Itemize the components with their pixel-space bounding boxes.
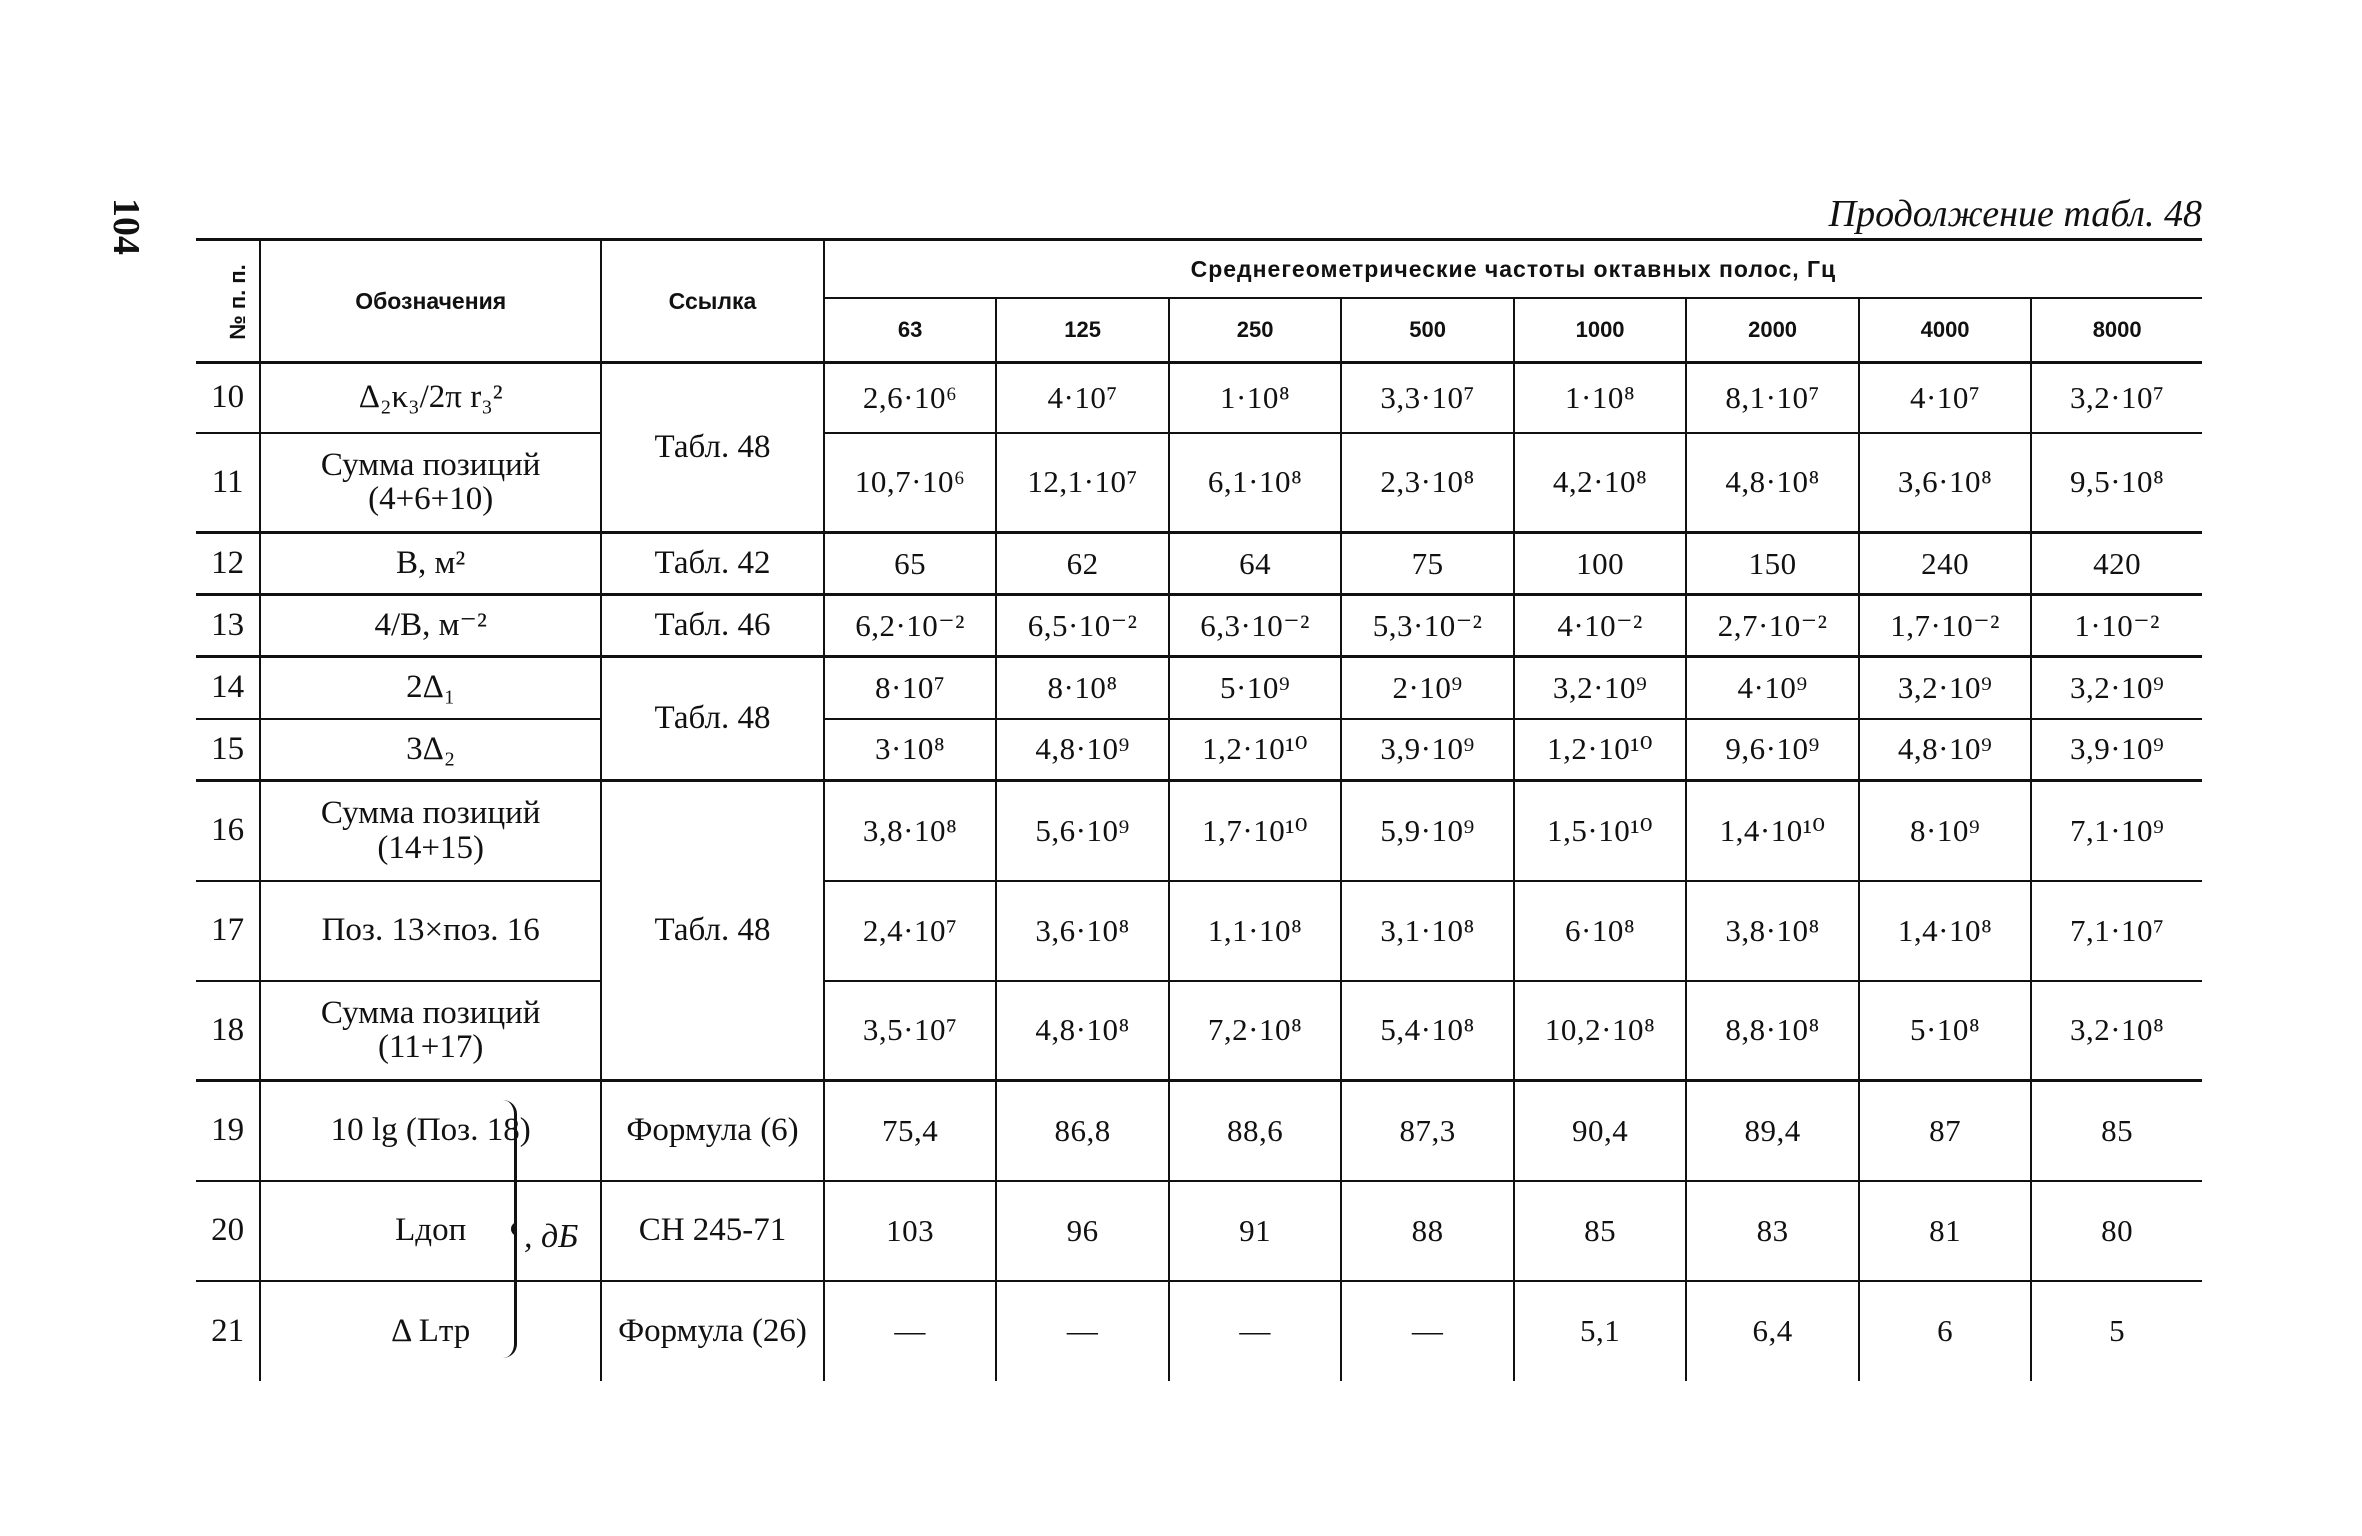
header-frequency-title: Среднегеометрические частоты октавных полос, Гц: [824, 240, 2202, 299]
cell-value: 86,8: [996, 1081, 1169, 1181]
cell-value: 4·10⁷: [1859, 363, 2032, 433]
cell-value: 83: [1686, 1181, 1859, 1281]
cell-value: 7,1·10⁷: [2031, 881, 2202, 981]
cell-value: 1·10⁻²: [2031, 595, 2202, 657]
cell-value: 62: [996, 533, 1169, 595]
cell-value: 150: [1686, 533, 1859, 595]
cell-value: 3,2·10⁹: [1514, 657, 1687, 719]
cell-value: 1,7·10¹⁰: [1169, 781, 1342, 881]
cell-value: 1,5·10¹⁰: [1514, 781, 1687, 881]
cell-value: 3·10⁸: [824, 719, 997, 781]
row-number: 11: [196, 433, 260, 533]
cell-value: 65: [824, 533, 997, 595]
cell-value: 90,4: [1514, 1081, 1687, 1181]
row-number: 10: [196, 363, 260, 433]
cell-value: 8·10⁸: [996, 657, 1169, 719]
cell-value: 7,2·10⁸: [1169, 981, 1342, 1081]
cell-value: 5,4·10⁸: [1341, 981, 1514, 1081]
table-body: [196, 363, 2202, 1381]
cell-value: 3,8·10⁸: [824, 781, 997, 881]
cell-value: 2,4·10⁷: [824, 881, 997, 981]
row-designation: Поз. 13×поз. 16: [260, 881, 601, 981]
row-designation: Lдоп: [260, 1181, 601, 1281]
row-designation: 3Δ₂: [260, 719, 601, 781]
cell-value: 6,1·10⁸: [1169, 433, 1342, 533]
cell-value: 64: [1169, 533, 1342, 595]
cell-value: 3,1·10⁸: [1341, 881, 1514, 981]
cell-value: 91: [1169, 1181, 1342, 1281]
cell-value: 8,1·10⁷: [1686, 363, 1859, 433]
cell-value: 4,8·10⁸: [1686, 433, 1859, 533]
row-number: 19: [196, 1081, 260, 1181]
cell-value: 85: [1514, 1181, 1687, 1281]
cell-value: 3,8·10⁸: [1686, 881, 1859, 981]
cell-value: 6·10⁸: [1514, 881, 1687, 981]
cell-value: 4·10⁷: [996, 363, 1169, 433]
row-designation: Δ₂κ₃/2π r₃²: [260, 363, 601, 433]
cell-value: 9,5·10⁸: [2031, 433, 2202, 533]
cell-value: 85: [2031, 1081, 2202, 1181]
header-freq: 250: [1169, 298, 1342, 363]
cell-value: 8·10⁹: [1859, 781, 2032, 881]
cell-value: —: [996, 1281, 1169, 1381]
table-row: [196, 1181, 2202, 1281]
cell-value: —: [824, 1281, 997, 1381]
cell-value: 12,1·10⁷: [996, 433, 1169, 533]
cell-value: 80: [2031, 1181, 2202, 1281]
cell-value: 4,2·10⁸: [1514, 433, 1687, 533]
row-reference: Табл. 48: [601, 363, 824, 533]
brace-tick-decoration: [511, 1222, 524, 1236]
cell-value: 3,9·10⁹: [2031, 719, 2202, 781]
table-row: [196, 781, 2202, 881]
header-freq: 125: [996, 298, 1169, 363]
row-designation: B, м²: [260, 533, 601, 595]
row-number: 21: [196, 1281, 260, 1381]
header-freq: 4000: [1859, 298, 2032, 363]
row-number: 12: [196, 533, 260, 595]
table-row: [196, 433, 2202, 533]
cell-value: 100: [1514, 533, 1687, 595]
cell-value: 89,4: [1686, 1081, 1859, 1181]
table-row: [196, 533, 2202, 595]
cell-value: 3,3·10⁷: [1341, 363, 1514, 433]
row-designation: 2Δ₁: [260, 657, 601, 719]
cell-value: 1,2·10¹⁰: [1514, 719, 1687, 781]
cell-value: 1,1·10⁸: [1169, 881, 1342, 981]
row-reference: Табл. 42: [601, 533, 824, 595]
row-reference: Табл. 48: [601, 657, 824, 781]
cell-value: 87: [1859, 1081, 2032, 1181]
row-designation: Сумма позиций (11+17): [260, 981, 601, 1081]
cell-value: 2,3·10⁸: [1341, 433, 1514, 533]
cell-value: 5,1: [1514, 1281, 1687, 1381]
cell-value: 1,4·10¹⁰: [1686, 781, 1859, 881]
row-reference: Формула (6): [601, 1081, 824, 1181]
unit-db-label: , дБ: [524, 1218, 579, 1255]
cell-value: 5·10⁸: [1859, 981, 2032, 1081]
table-row: [196, 1081, 2202, 1181]
cell-value: 6,4: [1686, 1281, 1859, 1381]
header-freq: 63: [824, 298, 997, 363]
page-number: 104: [105, 198, 147, 255]
cell-value: 96: [996, 1181, 1169, 1281]
row-reference: Табл. 48: [601, 781, 824, 1081]
cell-value: 2,6·10⁶: [824, 363, 997, 433]
cell-value: 420: [2031, 533, 2202, 595]
table-row: [196, 719, 2202, 781]
cell-value: 4,8·10⁸: [996, 981, 1169, 1081]
row-number: 15: [196, 719, 260, 781]
header-freq: 1000: [1514, 298, 1687, 363]
row-reference: Формула (26): [601, 1281, 824, 1381]
header-reference: Ссылка: [601, 240, 824, 363]
table-row: [196, 881, 2202, 981]
cell-value: 6,5·10⁻²: [996, 595, 1169, 657]
cell-value: 4,8·10⁹: [996, 719, 1169, 781]
cell-value: 75,4: [824, 1081, 997, 1181]
cell-value: 6,2·10⁻²: [824, 595, 997, 657]
cell-value: 88,6: [1169, 1081, 1342, 1181]
cell-value: 1,4·10⁸: [1859, 881, 2032, 981]
cell-value: 3,6·10⁸: [1859, 433, 2032, 533]
table-row: [196, 657, 2202, 719]
cell-value: 9,6·10⁹: [1686, 719, 1859, 781]
row-designation: Сумма позиций (4+6+10): [260, 433, 601, 533]
cell-value: 75: [1341, 533, 1514, 595]
header-freq: 8000: [2031, 298, 2202, 363]
table-row: [196, 363, 2202, 433]
row-designation: 10 lg (Поз. 18): [260, 1081, 601, 1181]
row-number: 13: [196, 595, 260, 657]
row-number: 17: [196, 881, 260, 981]
data-table: [196, 238, 2202, 1381]
row-reference: СН 245-71: [601, 1181, 824, 1281]
cell-value: 10,7·10⁶: [824, 433, 997, 533]
row-designation: Сумма позиций (14+15): [260, 781, 601, 881]
cell-value: 240: [1859, 533, 2032, 595]
cell-value: 4,8·10⁹: [1859, 719, 2032, 781]
cell-value: 3,5·10⁷: [824, 981, 997, 1081]
cell-value: 1,7·10⁻²: [1859, 595, 2032, 657]
cell-value: 1·10⁸: [1169, 363, 1342, 433]
cell-value: 3,2·10⁷: [2031, 363, 2202, 433]
row-designation: Δ Lтр: [260, 1281, 601, 1381]
row-designation: 4/B, м⁻²: [260, 595, 601, 657]
cell-value: 88: [1341, 1181, 1514, 1281]
header-row-number: № п. п.: [196, 240, 260, 363]
cell-value: 5·10⁹: [1169, 657, 1342, 719]
cell-value: 4·10⁹: [1686, 657, 1859, 719]
cell-value: 5: [2031, 1281, 2202, 1381]
row-reference: Табл. 46: [601, 595, 824, 657]
cell-value: 3,2·10⁸: [2031, 981, 2202, 1081]
table-row: [196, 595, 2202, 657]
row-number: 16: [196, 781, 260, 881]
table-row: [196, 1281, 2202, 1381]
row-number: 20: [196, 1181, 260, 1281]
cell-value: 8,8·10⁸: [1686, 981, 1859, 1081]
cell-value: 4·10⁻²: [1514, 595, 1687, 657]
cell-value: 3,6·10⁸: [996, 881, 1169, 981]
cell-value: 1,2·10¹⁰: [1169, 719, 1342, 781]
cell-value: 2·10⁹: [1341, 657, 1514, 719]
header-freq: 2000: [1686, 298, 1859, 363]
cell-value: 3,2·10⁹: [1859, 657, 2032, 719]
cell-value: 5,9·10⁹: [1341, 781, 1514, 881]
cell-value: 3,2·10⁹: [2031, 657, 2202, 719]
table-row: [196, 981, 2202, 1081]
header-freq: 500: [1341, 298, 1514, 363]
cell-value: 5,6·10⁹: [996, 781, 1169, 881]
row-number: 14: [196, 657, 260, 719]
cell-value: 81: [1859, 1181, 2032, 1281]
cell-value: —: [1169, 1281, 1342, 1381]
cell-value: —: [1341, 1281, 1514, 1381]
cell-value: 10,2·10⁸: [1514, 981, 1687, 1081]
cell-value: 7,1·10⁹: [2031, 781, 2202, 881]
cell-value: 87,3: [1341, 1081, 1514, 1181]
cell-value: 5,3·10⁻²: [1341, 595, 1514, 657]
cell-value: 103: [824, 1181, 997, 1281]
cell-value: 1·10⁸: [1514, 363, 1687, 433]
row-number: 18: [196, 981, 260, 1081]
cell-value: 6: [1859, 1281, 2032, 1381]
cell-value: 8·10⁷: [824, 657, 997, 719]
table-caption: Продолжение табл. 48: [1828, 193, 2202, 235]
cell-value: 3,9·10⁹: [1341, 719, 1514, 781]
cell-value: 6,3·10⁻²: [1169, 595, 1342, 657]
header-designation: Обозначения: [260, 240, 601, 363]
cell-value: 2,7·10⁻²: [1686, 595, 1859, 657]
